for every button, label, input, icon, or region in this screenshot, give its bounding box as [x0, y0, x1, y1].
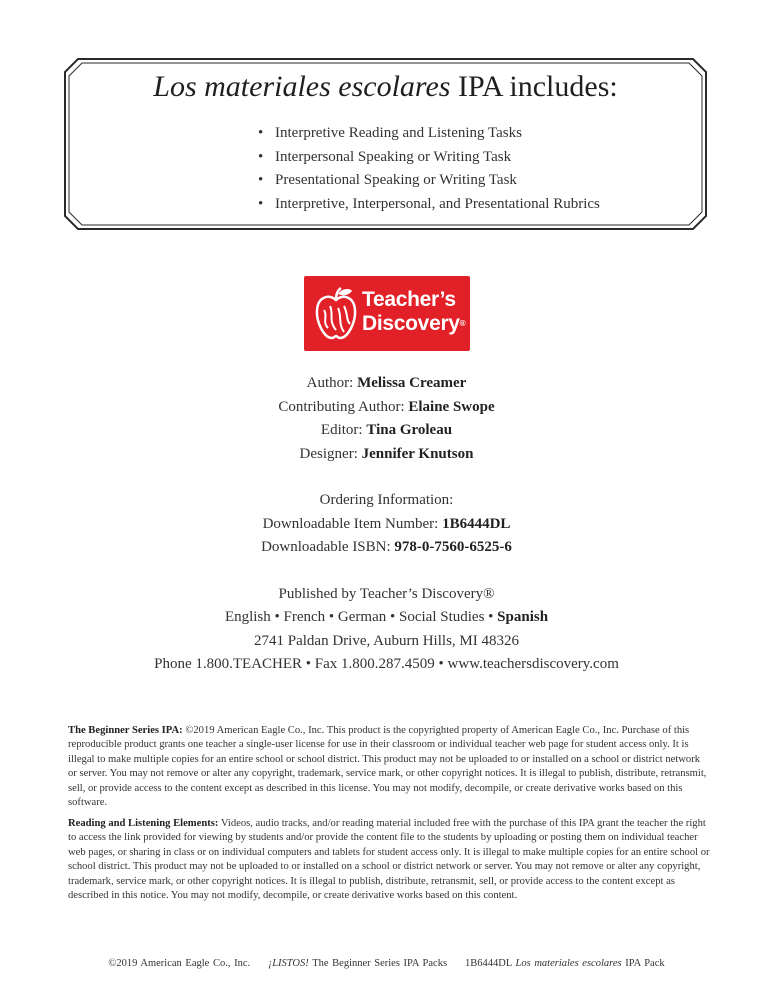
list-item: • Interpretive Reading and Listening Tasks — [258, 122, 600, 146]
footer-copyright: ©2019 American Eagle Co., Inc. — [108, 958, 251, 969]
bullet: • — [258, 172, 264, 188]
contact-line: Phone 1.800.TEACHER • Fax 1.800.287.4509 • www.teachersdiscovery.com — [154, 656, 619, 672]
license-paragraph: The Beginner Series IPA: ©2019 American Eagle Co., Inc. This product is the copyrighted property of American Eagle Co., Inc. Purchase of this reproducible product grants one teacher a single-user license for use in their classroom or individual teacher web page for student access only. It is illegal to make multiple copies for an entire school or school district. This product may not be uploaded to or installed on a school or district network or server. You may not remove or alter any copyright, trademark, service mark, or other copyright notices. It is illegal to publish, distribute, retransmit, sell, or provide access to the content except as described in this license. You may not modify, decompile, or create derivative works based on this software. — [68, 725, 707, 809]
list-item: • Presentational Speaking or Writing Task — [258, 169, 600, 193]
list-item: • Interpretive, Interpersonal, and Presentational Rubrics — [258, 193, 600, 217]
subjects-line: English • French • German • Social Studies • Spanish — [224, 609, 549, 625]
published-by: Published by Teacher’s Discovery® — [278, 585, 495, 602]
editor-line: Editor: Tina Groleau — [320, 422, 453, 438]
apple-icon — [314, 286, 358, 342]
teachers-discovery-logo — [304, 276, 470, 351]
bullet: • — [258, 125, 264, 141]
bullet: • — [258, 195, 264, 212]
includes-list — [258, 122, 600, 216]
designer-line: Designer: Jennifer Knutson — [299, 445, 474, 462]
title-italic: Los materiales escolares — [153, 70, 451, 103]
ordering-heading: Ordering Information: — [319, 492, 454, 508]
contributing-author-line: Contributing Author: Elaine Swope — [278, 398, 495, 415]
title-rest: IPA includes: — [450, 70, 618, 103]
credits-block — [0, 372, 773, 677]
logo-wordmark: Teacher’s Discovery® — [362, 288, 466, 335]
isbn-line: Downloadable ISBN: 978-0-7560-6525-6 — [261, 539, 512, 555]
bullet: • — [258, 148, 264, 165]
reading-elements-paragraph: Reading and Listening Elements: Videos, audio tracks, and/or reading material included free with the purchase of this IPA grant the teacher the right to access the link provided for viewing by students and/or provide the content file to the students by uploading or posting them on individual teacher web pages, or sharing in class or on individual computers and tablets for student access only. It is illegal to make multiple copies for an entire school or school district. This product may not be uploaded to or installed on a school or district network or server. You may not remove or alter any copyright, trademark, service mark, or other copyright notices. It is illegal to publish, distribute, retransmit, sell, or provide access to the content except as described in this notice. You may not modify, decompile, or create derivative works based on this content. — [68, 818, 710, 902]
author-line: Author: Melissa Creamer — [306, 375, 467, 391]
address-line: 2741 Paldan Drive, Auburn Hills, MI 48326 — [254, 632, 519, 649]
item-number-line: Downloadable Item Number: 1B6444DL — [262, 515, 511, 532]
page-footer: ©2019 American Eagle Co., Inc. ¡LISTOS! The Beginner Series IPA Packs 1B6444DL Los materiales escolares IPA Pack — [108, 958, 665, 969]
page-title — [64, 70, 707, 104]
list-item: • Interpersonal Speaking or Writing Task — [258, 146, 600, 170]
